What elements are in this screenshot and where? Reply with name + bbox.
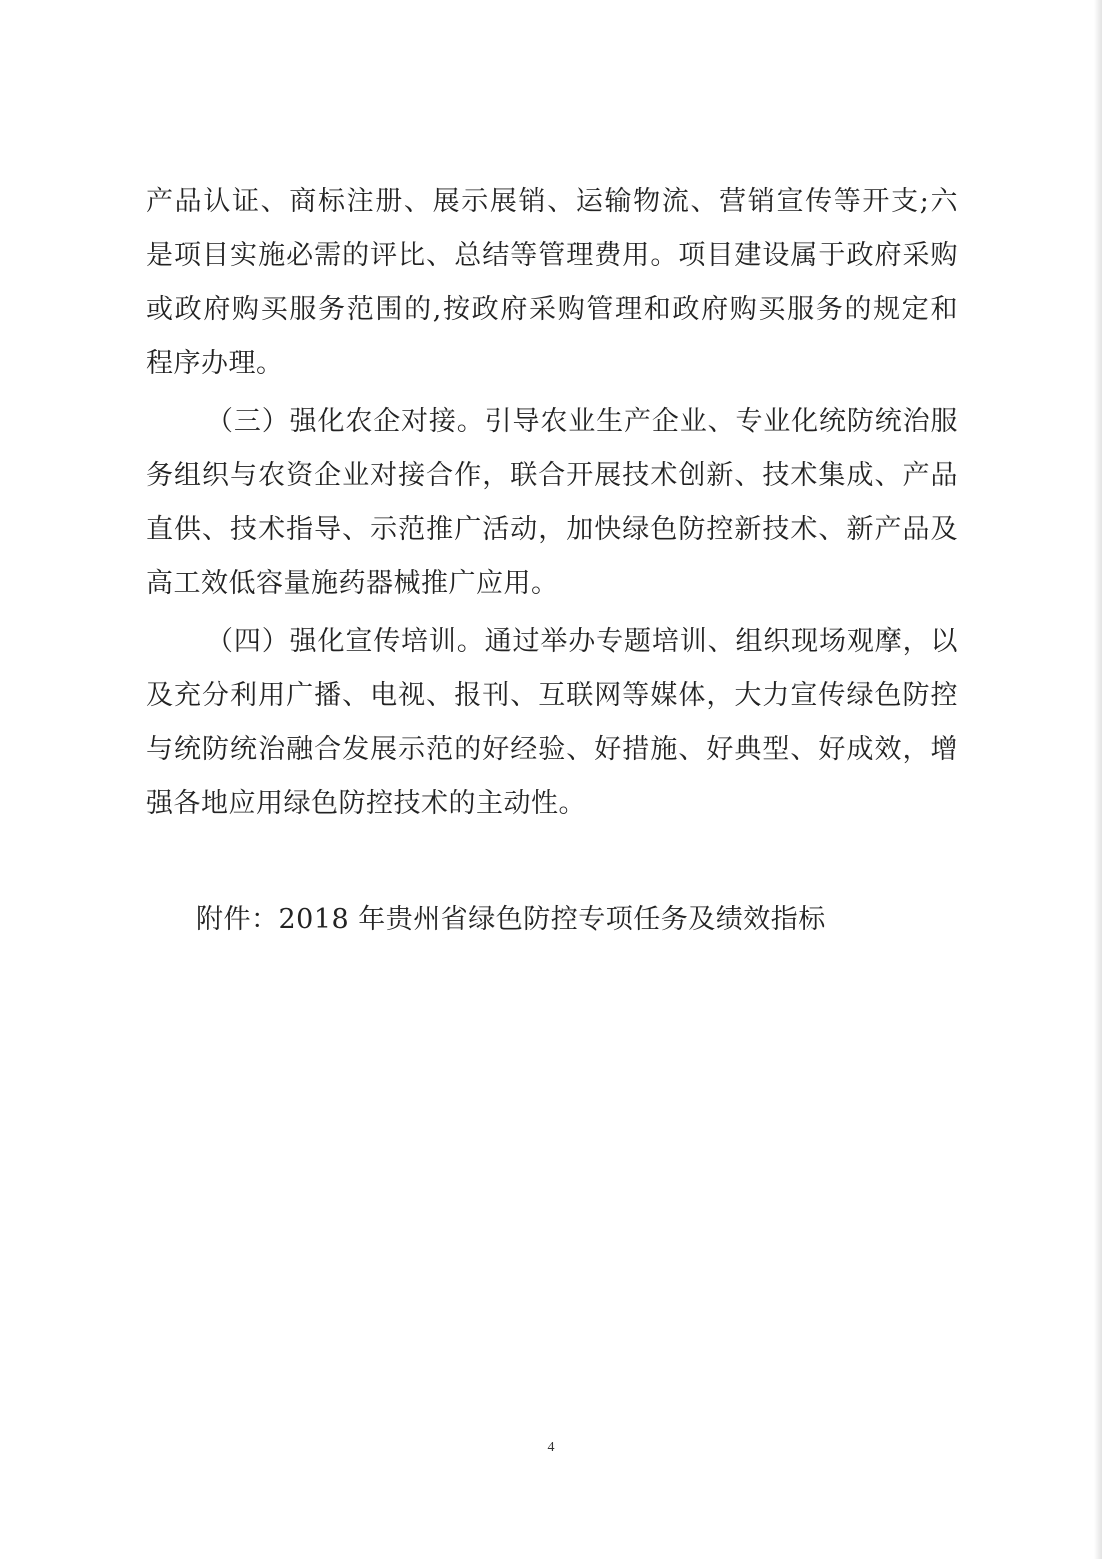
text-line: 及充分利用广播、电视、报刊、互联网等媒体，大力宣传绿色防控: [146, 680, 958, 711]
text-line: 强各地应用绿色防控技术的主动性。: [146, 788, 586, 819]
text-line: 直供、技术指导、示范推广活动，加快绿色防控新技术、新产品及: [146, 514, 958, 545]
page-number: 4: [547, 1440, 555, 1455]
text-line: 或政府购买服务范围的,按政府采购管理和政府购买服务的规定和: [146, 294, 958, 325]
text-line: 务组织与农资企业对接合作，联合开展技术创新、技术集成、产品: [146, 460, 958, 491]
attachment-note: 附件：2018 年贵州省绿色防控专项任务及绩效指标: [196, 904, 826, 935]
page-edge-shadow: [1094, 0, 1102, 1559]
text-line: （三）强化农企对接。引导农业生产企业、专业化统防统治服: [206, 406, 958, 437]
text-line: （四）强化宣传培训。通过举办专题培训、组织现场观摩，以: [206, 626, 958, 657]
text-line: 高工效低容量施药器械推广应用。: [146, 568, 559, 599]
body-text: [146, 175, 958, 831]
text-line: 程序办理。: [146, 348, 284, 379]
paragraph-publicity-training: [146, 615, 958, 831]
paragraph-cost-items: [146, 175, 958, 391]
text-line: 是项目实施必需的评比、总结等管理费用。项目建设属于政府采购: [146, 240, 958, 271]
text-line: 与统防统治融合发展示范的好经验、好措施、好典型、好成效，增: [146, 734, 958, 765]
paragraph-agri-enterprise: [146, 395, 958, 611]
text-line: 产品认证、商标注册、展示展销、运输物流、营销宣传等开支;六: [146, 186, 958, 217]
